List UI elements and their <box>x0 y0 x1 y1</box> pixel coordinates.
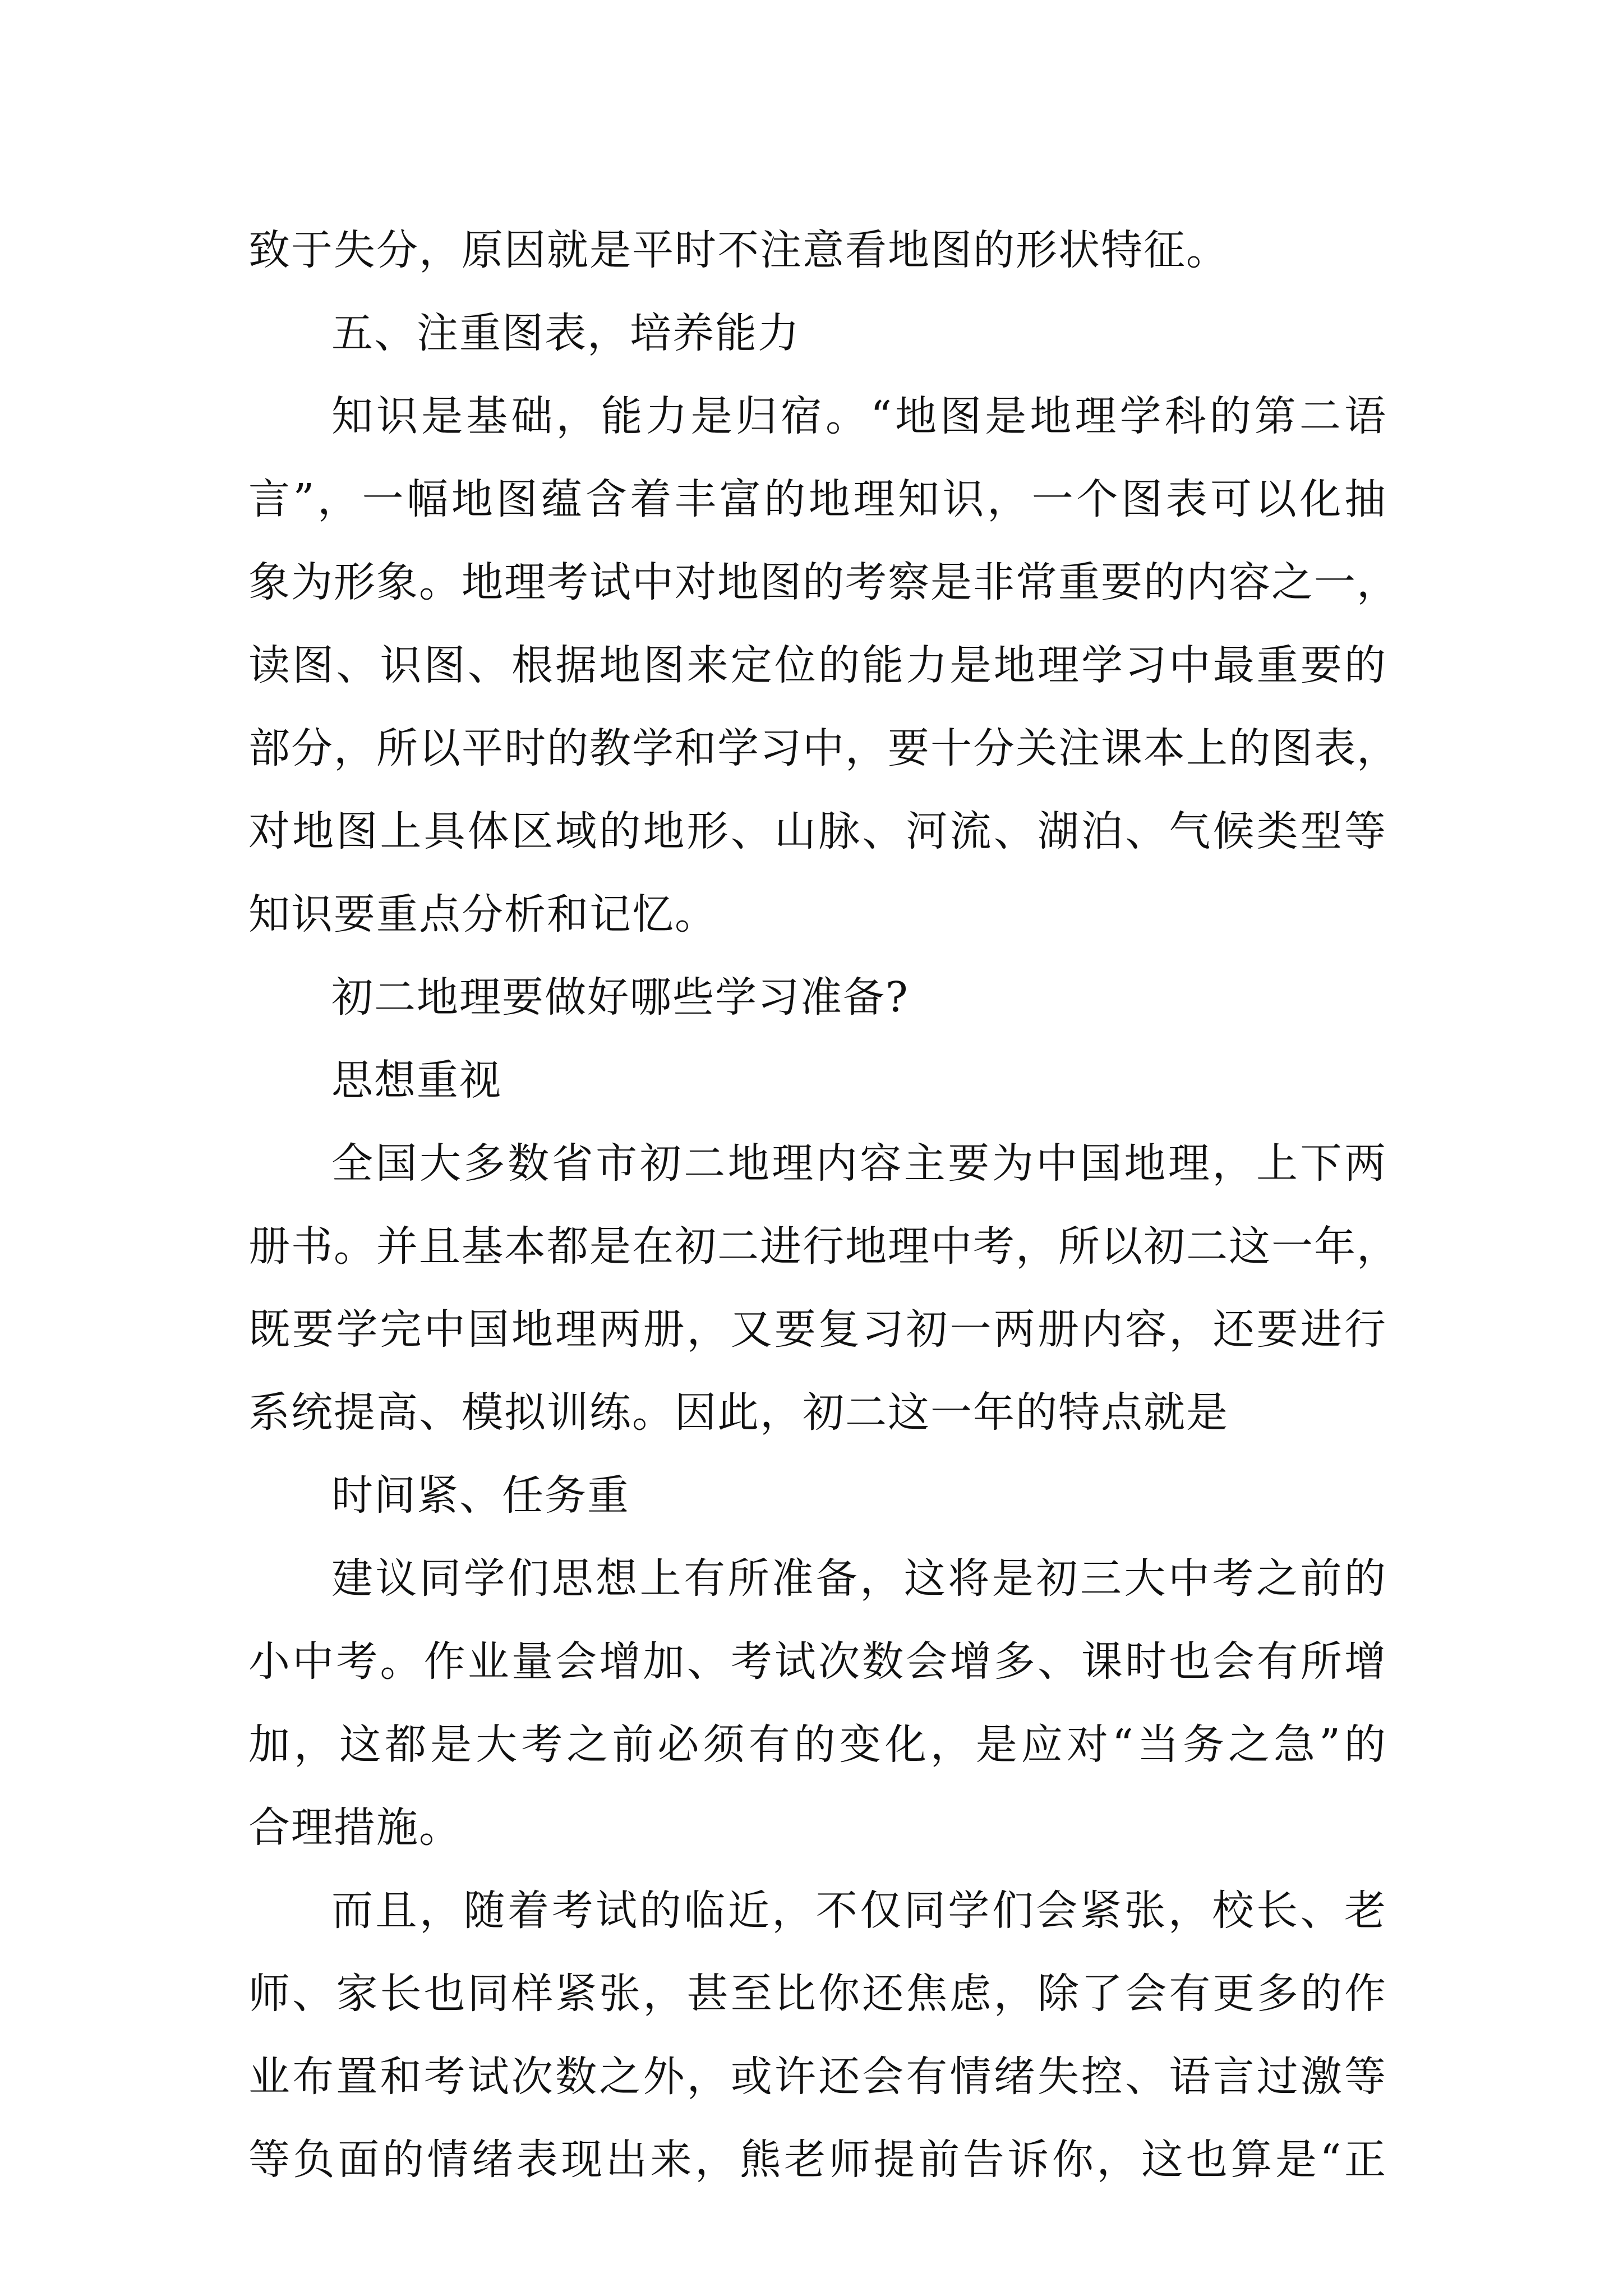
text-line: 师、家长也同样紧张，甚至比你还焦虑，除了会有更多的作 <box>248 1970 1387 2018</box>
text-line: 既要学完中国地理两册，又要复习初一两册内容，还要进行 <box>248 1305 1387 1354</box>
text-line: 思想重视 <box>331 1056 502 1105</box>
text-line: 小中考。作业量会增加、考试次数会增多、课时也会有所增 <box>248 1637 1387 1686</box>
text-line: 全国大多数省市初二地理内容主要为中国地理，上下两 <box>331 1139 1387 1188</box>
text-line: 册书。并且基本都是在初二进行地理中考，所以初二这一年， <box>248 1222 1399 1271</box>
text-line: 象为形象。地理考试中对地图的考察是非常重要的内容之一， <box>248 558 1399 606</box>
text-line: 加，这都是大考之前必须有的变化，是应对“当务之急”的 <box>248 1720 1387 1769</box>
text-line: 五、注重图表，培养能力 <box>331 309 800 357</box>
text-line: 知识要重点分析和记忆。 <box>248 890 717 938</box>
text-line: 初二地理要做好哪些学习准备? <box>331 973 909 1022</box>
document-body <box>248 209 1399 2201</box>
text-line: 时间紧、任务重 <box>331 1471 630 1520</box>
text-line: 言”，一幅地图蕴含着丰富的地理知识，一个图表可以化抽 <box>248 475 1387 523</box>
text-line: 读图、识图、根据地图来定位的能力是地理学习中最重要的 <box>248 641 1387 689</box>
text-line: 致于失分，原因就是平时不注意看地图的形状特征。 <box>248 226 1229 274</box>
text-line: 建议同学们思想上有所准备，这将是初三大中考之前的 <box>331 1554 1387 1603</box>
text-line: 系统提高、模拟训练。因此，初二这一年的特点就是 <box>248 1388 1229 1437</box>
text-line: 对地图上具体区域的地形、山脉、河流、湖泊、气候类型等 <box>248 807 1387 855</box>
text-line: 合理措施。 <box>248 1803 462 1852</box>
text-line: 等负面的情绪表现出来，熊老师提前告诉你，这也算是“正 <box>248 2136 1387 2184</box>
text-line: 知识是基础，能力是归宿。“地图是地理学科的第二语 <box>331 392 1387 440</box>
text-line: 而且，随着考试的临近，不仅同学们会紧张，校长、老 <box>331 1887 1387 1935</box>
text-line: 业布置和考试次数之外，或许还会有情绪失控、语言过激等 <box>248 2053 1387 2101</box>
text-line: 部分，所以平时的教学和学习中，要十分关注课本上的图表， <box>248 724 1399 772</box>
